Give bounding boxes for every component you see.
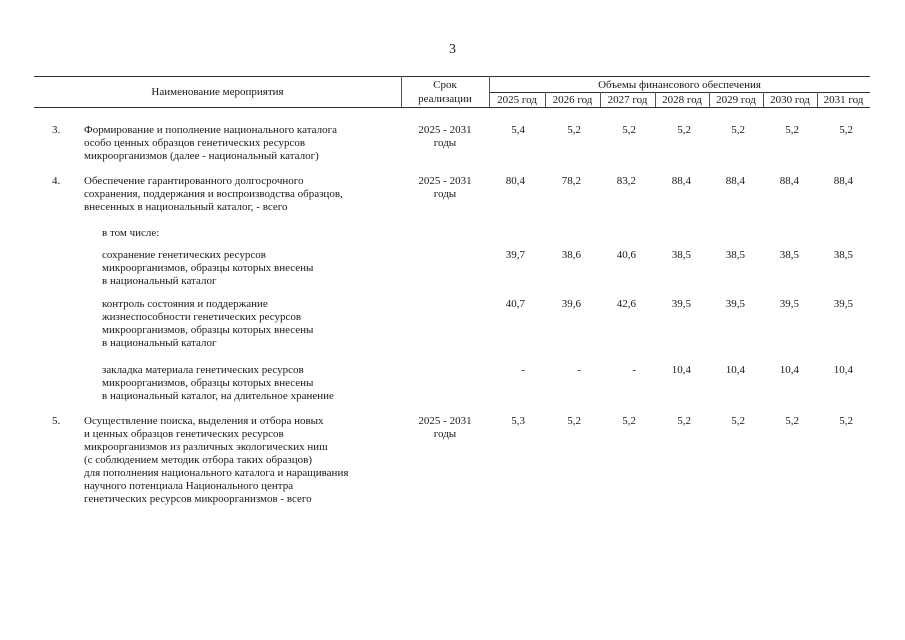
row-term: годы <box>433 137 457 149</box>
value-cell: 39,7 <box>505 249 525 261</box>
value-cell: 42,6 <box>616 298 636 310</box>
value-cell: 39,5 <box>779 298 799 310</box>
value-cell: 10,4 <box>725 364 745 376</box>
value-cell: 5,2 <box>677 124 691 136</box>
row-name-line: микроорганизмов (далее - национальный каталог) <box>84 150 319 162</box>
value-cell: 80,4 <box>505 175 525 187</box>
row-number: 3. <box>52 124 61 136</box>
row-name-line: в национальный каталог, на длительное хранение <box>102 390 334 402</box>
row-name-line: закладка материала генетических ресурсов <box>102 364 304 376</box>
row-name-line: сохранения, поддержания и воспроизводства образцов, <box>84 188 343 200</box>
value-cell: 39,6 <box>561 298 581 310</box>
row-name-line: особо ценных образцов генетических ресурсов <box>84 137 306 149</box>
row-name-line: (с соблюдением методик отбора таких образцов) <box>84 454 313 466</box>
header-year: 2029 год <box>716 94 756 106</box>
value-cell: 88,4 <box>671 175 691 187</box>
value-cell: 5,2 <box>785 415 799 427</box>
value-cell: 10,4 <box>779 364 799 376</box>
row-name-line: генетических ресурсов микроорганизмов - всего <box>84 493 312 505</box>
row-name-line: микроорганизмов, образцы которых внесены <box>102 262 314 274</box>
header-year: 2027 год <box>607 94 648 106</box>
value-cell: 88,4 <box>833 175 853 187</box>
header-year: 2025 год <box>497 94 537 106</box>
row-term: 2025 - 2031 <box>418 415 472 427</box>
row-name-line: научного потенциала Национального центра <box>84 480 294 492</box>
row-name-line: Осуществление поиска, выделения и отбора новых <box>84 415 324 427</box>
value-cell: 5,2 <box>622 415 636 427</box>
value-cell: 10,4 <box>671 364 691 376</box>
value-cell: 10,4 <box>833 364 853 376</box>
row-name-line: для пополнения национального каталога и наращивания <box>84 467 349 479</box>
row-name-line: и ценных образцов генетических ресурсов <box>84 428 284 440</box>
value-cell: 5,4 <box>511 124 525 136</box>
value-cell: 5,2 <box>731 415 745 427</box>
value-cell: 5,2 <box>622 124 636 136</box>
value-cell: 40,6 <box>616 249 636 261</box>
header-year: 2028 год <box>662 94 702 106</box>
header-year: 2031 год <box>823 94 864 106</box>
row-name-line: Формирование и пополнение национального каталога <box>84 124 338 136</box>
row-name-line: в национальный каталог <box>102 275 217 287</box>
value-cell: 5,2 <box>567 415 581 427</box>
value-cell: 38,5 <box>725 249 745 261</box>
value-cell: 78,2 <box>561 175 581 187</box>
row-name-line: микроорганизмов, образцы которых внесены <box>102 324 314 336</box>
value-cell: 5,2 <box>839 124 853 136</box>
value-cell: 83,2 <box>616 175 636 187</box>
header-year: 2030 год <box>770 94 810 106</box>
row-name-line: в национальный каталог <box>102 337 217 349</box>
value-cell: 5,2 <box>839 415 853 427</box>
value-cell: 88,4 <box>725 175 745 187</box>
value-cell: 5,3 <box>511 415 525 427</box>
value-cell: 5,2 <box>785 124 799 136</box>
value-cell: 40,7 <box>505 298 525 310</box>
header-term-line1: Срок <box>433 79 457 91</box>
row-number: 5. <box>52 415 61 427</box>
row-name-line: сохранение генетических ресурсов <box>102 249 266 261</box>
header-term-line2: реализации <box>418 93 472 105</box>
header-bottom-rule <box>34 107 870 108</box>
header-name-column: Наименование мероприятия <box>151 86 284 98</box>
row-term: годы <box>433 188 457 200</box>
row-name-line: микроорганизмов, образцы которых внесены <box>102 377 314 389</box>
value-cell: 38,6 <box>561 249 581 261</box>
row-term: 2025 - 2031 <box>418 124 472 136</box>
row-name-line: в том числе: <box>102 227 160 239</box>
value-cell: - <box>632 364 636 376</box>
row-name-line: Обеспечение гарантированного долгосрочного <box>84 175 304 187</box>
value-cell: 5,2 <box>677 415 691 427</box>
header-year: 2026 год <box>552 94 593 106</box>
value-cell: 39,5 <box>833 298 853 310</box>
value-cell: 5,2 <box>567 124 581 136</box>
row-name-line: контроль состояния и поддержание <box>102 298 268 310</box>
funding-divider-rule <box>489 92 870 93</box>
header-top-rule <box>34 76 870 77</box>
row-term: годы <box>433 428 457 440</box>
row-name-line: жизнеспособности генетических ресурсов <box>102 311 302 323</box>
page-number: 3 <box>449 42 456 57</box>
value-cell: 38,5 <box>779 249 799 261</box>
value-cell: 39,5 <box>725 298 745 310</box>
row-term: 2025 - 2031 <box>418 175 472 187</box>
header-funding-column: Объемы финансового обеспечения <box>598 79 761 91</box>
value-cell: - <box>577 364 581 376</box>
row-name-line: микроорганизмов из различных экологических ниш <box>84 441 328 453</box>
value-cell: - <box>521 364 525 376</box>
value-cell: 5,2 <box>731 124 745 136</box>
value-cell: 38,5 <box>671 249 691 261</box>
row-name-line: внесенных в национальный каталог, - всего <box>84 201 288 213</box>
value-cell: 38,5 <box>833 249 853 261</box>
row-number: 4. <box>52 175 61 187</box>
value-cell: 88,4 <box>779 175 799 187</box>
value-cell: 39,5 <box>671 298 691 310</box>
